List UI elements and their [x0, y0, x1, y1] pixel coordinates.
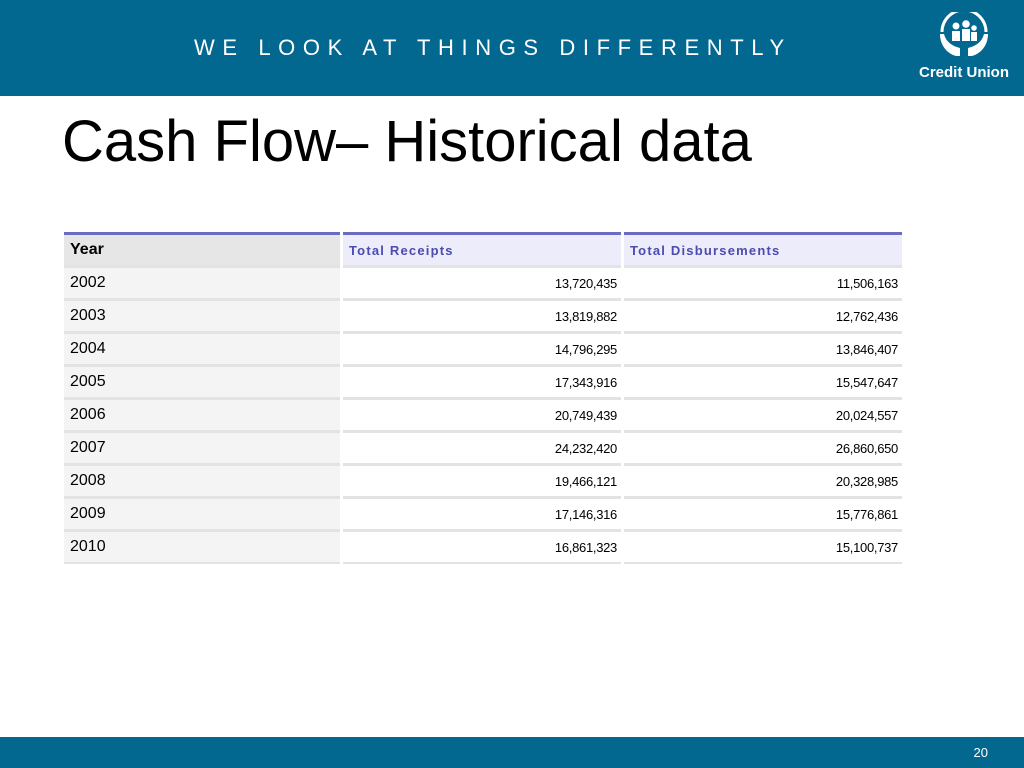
year-cell: 2003: [64, 298, 340, 331]
receipts-cell: 13,819,882: [343, 298, 621, 331]
year-cell: 2002: [64, 265, 340, 298]
receipts-cell: 20,749,439: [343, 397, 621, 430]
disbursements-cell: 12,762,436: [624, 298, 902, 331]
data-table: [61, 232, 905, 564]
disbursements-cell: 13,846,407: [624, 331, 902, 364]
disbursements-cell: 20,328,985: [624, 463, 902, 496]
disbursements-cell: 11,506,163: [624, 265, 902, 298]
table-row: [64, 364, 902, 397]
table-row: [64, 397, 902, 430]
page-number: 20: [973, 745, 988, 760]
table-header-row: [64, 232, 902, 265]
header-year: Year: [64, 232, 340, 265]
receipts-cell: 19,466,121: [343, 463, 621, 496]
header-banner: [0, 0, 1024, 96]
year-cell: 2006: [64, 397, 340, 430]
table-row: [64, 298, 902, 331]
table-row: [64, 496, 902, 529]
table-row: [64, 331, 902, 364]
year-cell: 2005: [64, 364, 340, 397]
slide-title: Cash Flow– Historical data: [62, 109, 752, 174]
receipts-cell: 16,861,323: [343, 529, 621, 564]
hands-family-icon: [936, 12, 992, 62]
disbursements-cell: 15,776,861: [624, 496, 902, 529]
receipts-cell: 14,796,295: [343, 331, 621, 364]
receipts-cell: 24,232,420: [343, 430, 621, 463]
credit-union-logo: [912, 10, 1016, 88]
header-total-receipts: Total Receipts: [343, 232, 621, 265]
logo-text: Credit Union: [919, 64, 1009, 81]
disbursements-cell: 26,860,650: [624, 430, 902, 463]
year-cell: 2010: [64, 529, 340, 564]
year-cell: 2008: [64, 463, 340, 496]
cash-flow-table: [64, 232, 904, 564]
tagline: WE LOOK AT THINGS DIFFERENTLY: [194, 35, 792, 60]
footer-banner: [0, 737, 1024, 768]
receipts-cell: 17,343,916: [343, 364, 621, 397]
table-row: [64, 529, 902, 564]
table-row: [64, 430, 902, 463]
disbursements-cell: 15,547,647: [624, 364, 902, 397]
disbursements-cell: 20,024,557: [624, 397, 902, 430]
table-row: [64, 265, 902, 298]
receipts-cell: 13,720,435: [343, 265, 621, 298]
disbursements-cell: 15,100,737: [624, 529, 902, 564]
table-row: [64, 463, 902, 496]
year-cell: 2007: [64, 430, 340, 463]
receipts-cell: 17,146,316: [343, 496, 621, 529]
header-total-disbursements: Total Disbursements: [624, 232, 902, 265]
year-cell: 2009: [64, 496, 340, 529]
year-cell: 2004: [64, 331, 340, 364]
